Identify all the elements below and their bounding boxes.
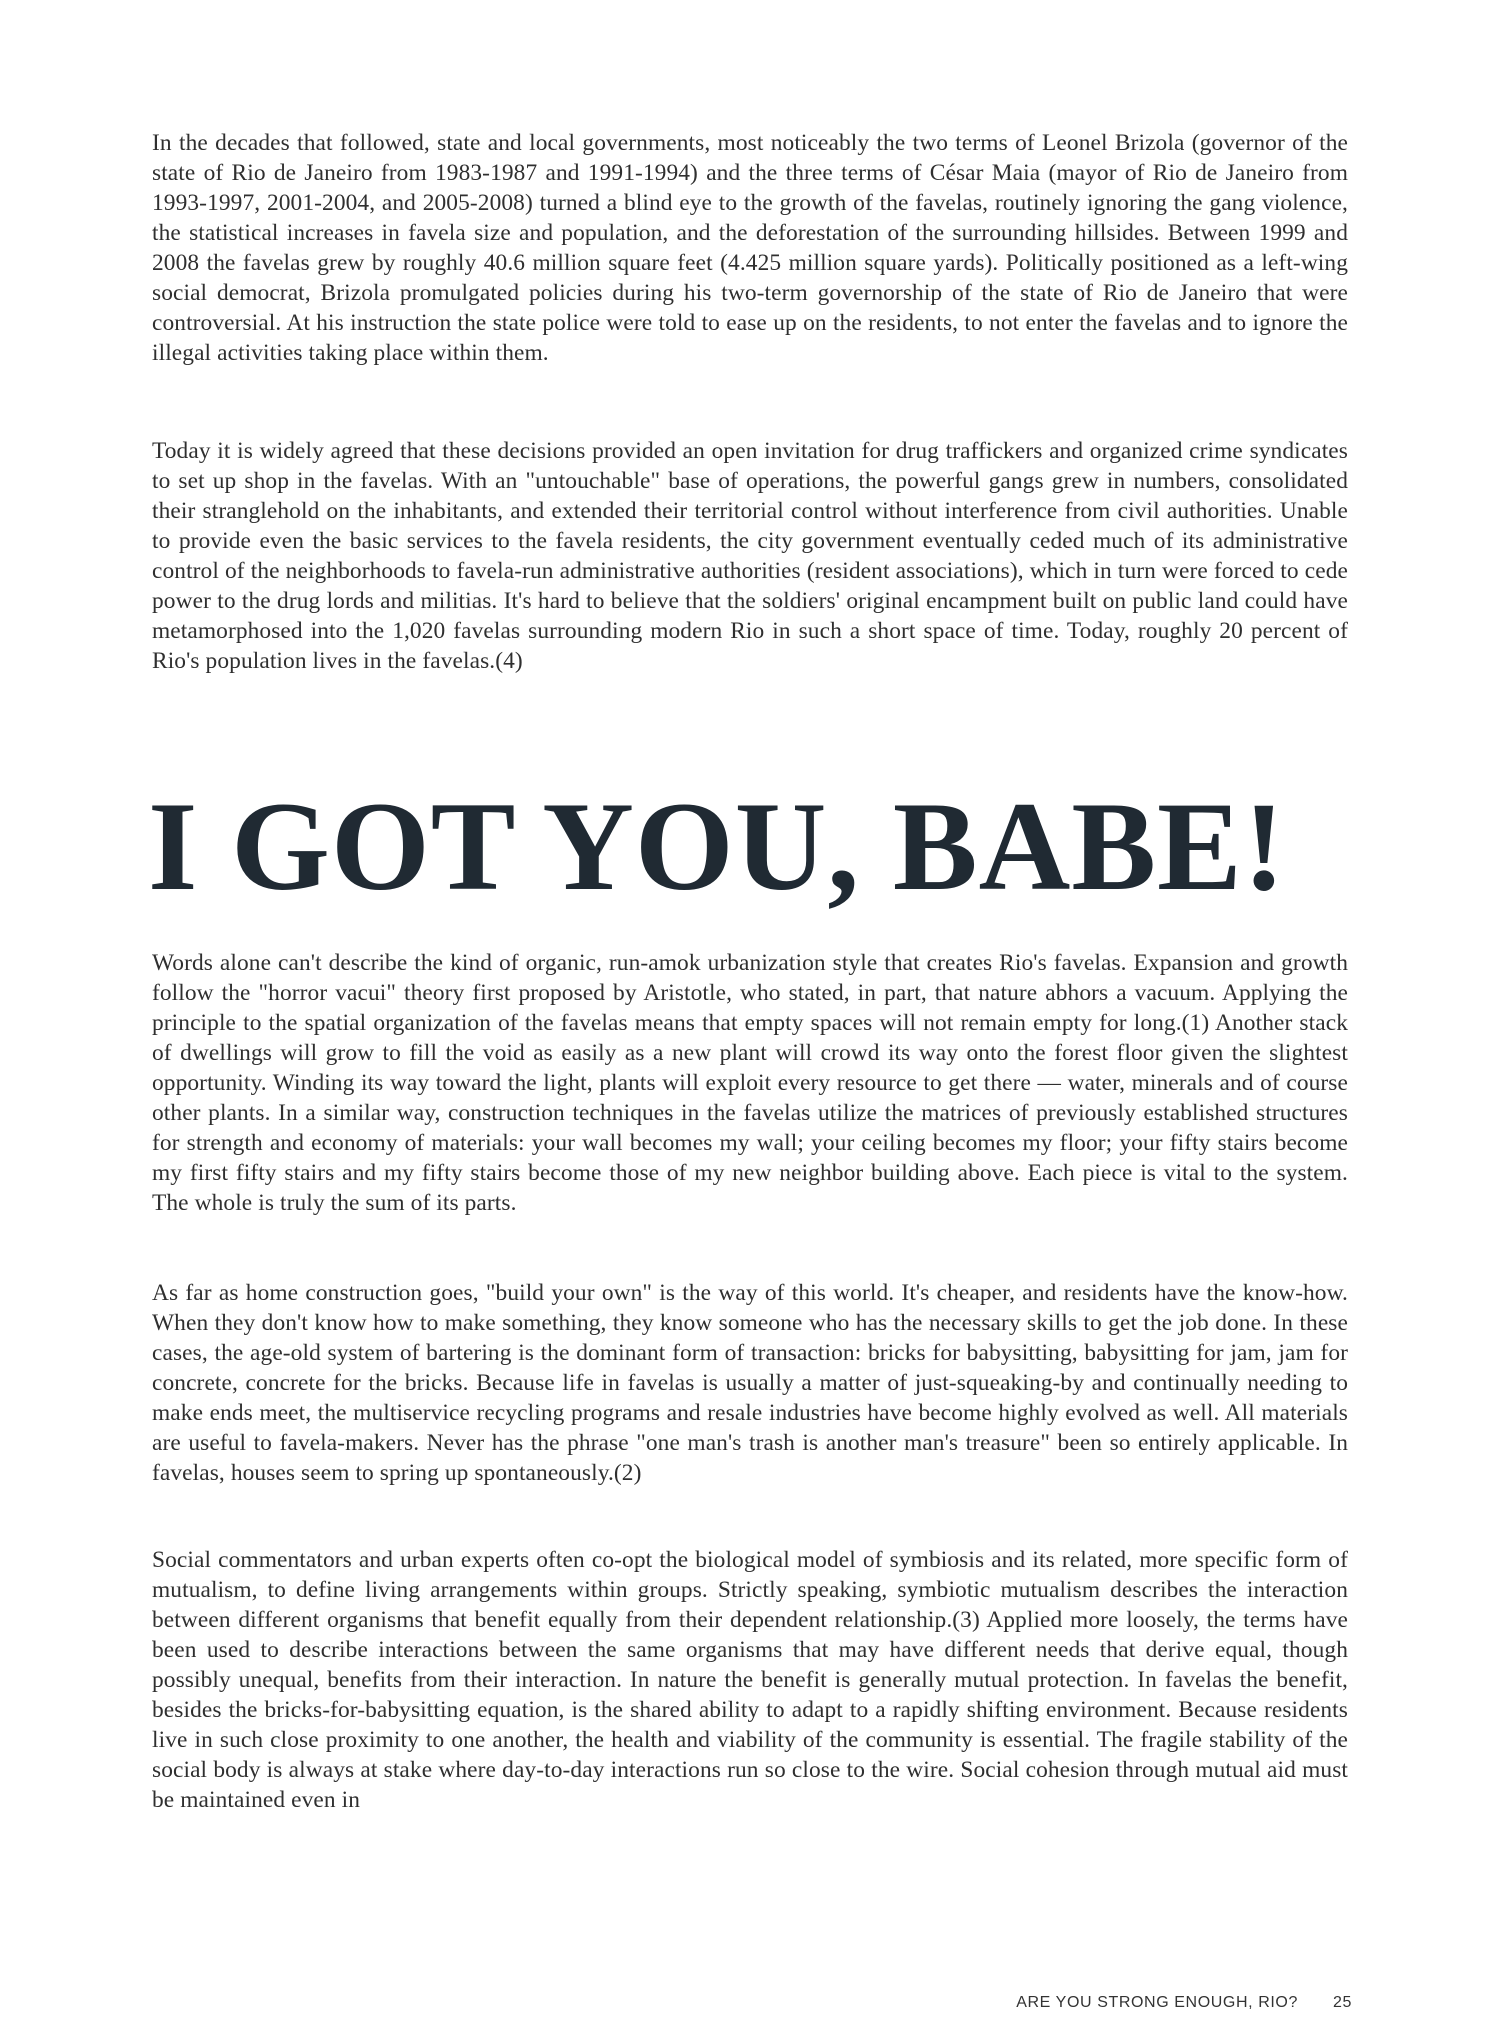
paragraph-urbanization: Words alone can't describe the kind of organic, run-amok urbanization style that creates Rio's favelas. Expansion and growth follow the "horror vacui" theory first proposed by Aristotle, who stated, in part, that nature abhors a vacuum. Applying the principle to the spatial organization of the favelas means that empty spaces will not remain empty for long.(1) Another stack of dwellings will grow to fill the void as easily as a new plant will crowd its way onto the forest floor given the slightest opportunity. Winding its way toward the light, plants will exploit every resource to get there — water, minerals and of course other plants. In a similar way, construction techniques in the favelas utilize the matrices of previously established structures for strength and economy of materials: your wall becomes my wall; your ceiling becomes my floor; your fifty stairs become my first fifty stairs and my fifty stairs become those of my new neighbor building above. Each piece is vital to the system. The whole is truly the sum of its parts. — [152, 950, 1348, 1216]
section-headline: I GOT YOU, BABE! — [148, 777, 1287, 917]
page-footer — [1016, 1994, 1352, 2012]
paragraph-drug-traffickers: Today it is widely agreed that these decisions provided an open invitation for drug traffickers and organized crime syndicates to set up shop in the favelas. With an "untouchable" base of operations, the powerful gangs grew in numbers, consolidated their stranglehold on the inhabitants, and extended their territorial control without interference from civil authorities. Unable to provide even the basic services to the favela residents, the city government eventually ceded much of its administrative control of the neighborhoods to favela-run administrative authorities (resident associations), which in turn were forced to cede power to the drug lords and militias. It's hard to believe that the soldiers' original encampment built on public land could have metamorphosed into the 1,020 favelas surrounding modern Rio in such a short space of time. Today, roughly 20 percent of Rio's population lives in the favelas.(4) — [152, 438, 1348, 674]
running-title: ARE YOU STRONG ENOUGH, RIO? — [1016, 1994, 1298, 2011]
paragraph-home-construction: As far as home construction goes, "build your own" is the way of this world. It's cheaper, and residents have the know-how. When they don't know how to make something, they know someone who has the necessary skills to get the job done. In these cases, the age-old system of bartering is the dominant form of transaction: bricks for babysitting, babysitting for jam, jam for concrete, concrete for the bricks. Because life in favelas is usually a matter of just-squeaking-by and continually needing to make ends meet, the multiservice recycling programs and resale industries have become highly evolved as well. All materials are useful to favela-makers. Never has the phrase "one man's trash is another man's treasure" been so entirely applicable. In favelas, houses seem to spring up spontaneously.(2) — [152, 1280, 1348, 1486]
paragraph-symbiosis: Social commentators and urban experts often co-opt the biological model of symbiosis and its related, more specific form of mutualism, to define living arrangements within groups. Strictly speaking, symbiotic mutualism describes the interaction between different organisms that benefit equally from their dependent relationship.(3) Applied more loosely, the terms have been used to describe interactions between the same organisms that may have different needs that derive equal, though possibly unequal, benefits from their interaction. In nature the benefit is generally mutual protection. In favelas the benefit, besides the bricks-for-babysitting equation, is the shared ability to adapt to a rapidly shifting environment. Because residents live in such close proximity to one another, the health and viability of the community is essential. The fragile stability of the social body is always at stake where day-to-day interactions run so close to the wire. Social cohesion through mutual aid must be maintained even in — [152, 1547, 1348, 1813]
page-number: 25 — [1333, 1994, 1352, 2011]
paragraph-brizola-maia: In the decades that followed, state and local governments, most noticeably the two terms of Leonel Brizola (governor of the state of Rio de Janeiro from 1983-1987 and 1991-1994) and the three terms of César Maia (mayor of Rio de Janeiro from 1993-1997, 2001-2004, and 2005-2008) turned a blind eye to the growth of the favelas, routinely ignoring the gang violence, the statistical increases in favela size and population, and the deforestation of the surrounding hillsides. Between 1999 and 2008 the favelas grew by roughly 40.6 million square feet (4.425 million square yards). Politically positioned as a left-wing social democrat, Brizola promulgated policies during his two-term governorship of the state of Rio de Janeiro that were controversial. At his instruction the state police were told to ease up on the residents, to not enter the favelas and to ignore the illegal activities taking place within them. — [152, 130, 1348, 366]
